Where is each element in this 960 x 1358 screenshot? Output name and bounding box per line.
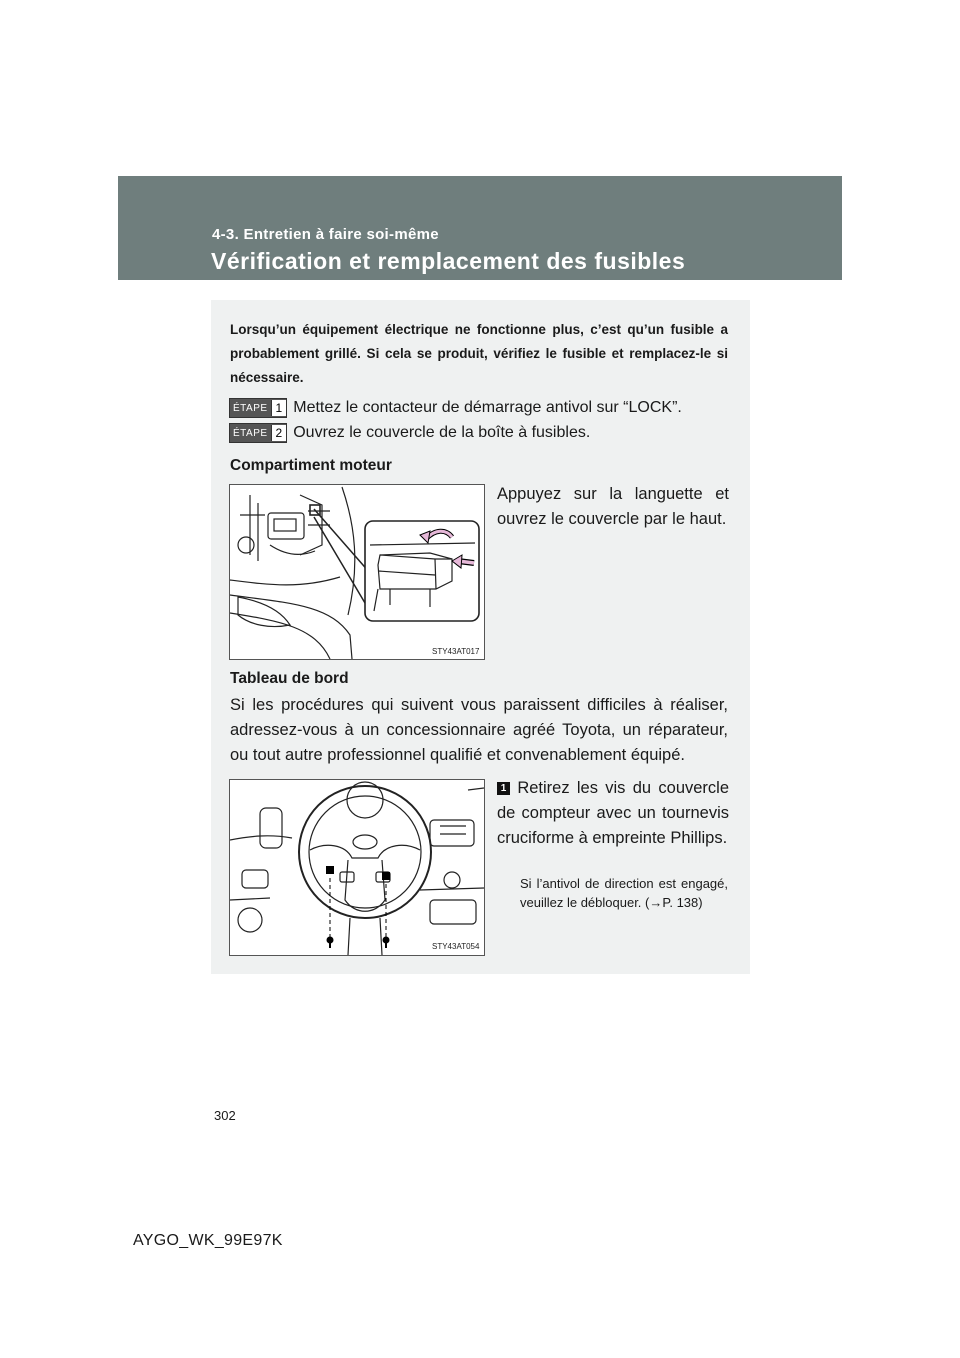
dashboard-instruction: Retirez les vis du couvercle de compteur avec un tournevis cruciforme à empreinte Phillips. [497,779,730,847]
step-1 [229,397,682,419]
step-badge [229,423,287,443]
step-text: Mettez le contacteur de démarrage antivol sur “LOCK”. [293,399,682,416]
page-number: 302 [214,1108,236,1123]
dashboard-figure [229,779,485,956]
section-label: 4-3. Entretien à faire soi-même [212,226,439,243]
step-2 [229,422,590,444]
step-badge-number: 2 [271,425,287,441]
step-badge-number: 1 [271,400,287,416]
step-badge-word: ÉTAPE [233,402,268,414]
document-code: AYGO_WK_99E97K [133,1232,283,1249]
dashboard-figure-code: STY43AT054 [432,942,480,951]
dashboard-note: Si l’antivol de direction est engagé, veuillez le débloquer. (→P. 138) [520,876,728,910]
engine-figure-code: STY43AT017 [432,647,480,656]
step-badge [229,398,287,418]
dashboard-warning: Si les procédures qui suivent vous paraissent difficiles à réaliser, adressez-vous à un concessionnaire agréé Toyota, un réparateur, ou tout autre professionnel qualifié et convenablement équipé. [230,696,728,764]
page-title: Vérification et remplacement des fusibles [211,248,686,274]
dashboard-instruction-block [497,776,729,851]
dashboard-illustration [230,780,484,955]
engine-instruction: Appuyez sur la languette et ouvrez le couvercle par le haut. [497,485,729,528]
step-text: Ouvrez le couvercle de la boîte à fusibles. [293,424,591,441]
step-badge-word: ÉTAPE [233,427,268,439]
engine-figure [229,484,485,660]
engine-heading: Compartiment moteur [230,457,392,474]
intro-text: Lorsqu’un équipement électrique ne fonctionne plus, c’est qu’un fusible a probablement grillé. Si cela se produit, vérifiez le fusible et remplacez-le si nécessaire. [230,322,728,385]
dashboard-heading: Tableau de bord [230,670,349,687]
engine-illustration [230,485,484,659]
callout-marker-1: 1 [497,782,510,795]
